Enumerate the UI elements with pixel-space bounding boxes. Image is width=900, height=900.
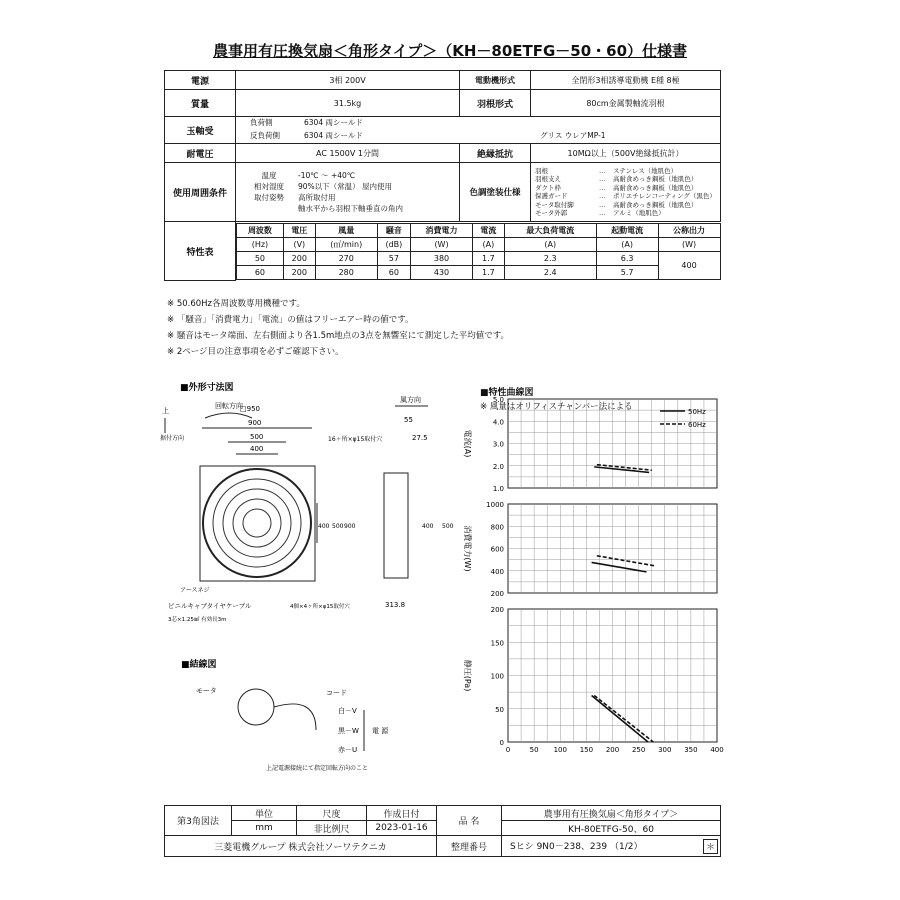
char-value: 280 [315,265,377,279]
color-item [535,192,716,201]
env-cell [236,163,460,222]
y-tick-label: 200 [490,590,504,598]
series-line-50Hz [592,695,648,742]
color-item [535,201,716,210]
char-unit: (W) [411,237,473,251]
guard-outer [203,469,311,577]
outline-drawing [160,378,460,628]
char-header: 電圧 [283,223,315,237]
color-part: ダクト枠 [535,183,561,192]
black-label: 黒－W [338,727,359,735]
x-tick-label: 350 [684,746,698,754]
up-label: 上 [162,407,169,415]
char-value: 6.3 [596,251,658,265]
char-value: 2.4 [504,265,596,279]
side-v400: 400 [422,523,434,530]
y-tick-label: 800 [490,523,504,532]
char-unit: (A) [472,237,504,251]
motor-value: 全閉形3相誘導電動機 E種 8極 [531,71,721,90]
note-2: ※ 「騒音」「消費電力」「電流」の値はフリーエアー時の値です。 [167,315,414,325]
char-value: 57 [377,251,410,265]
color-part: 保護ガード [535,192,568,200]
legend-50-label: 50Hz [688,408,706,416]
x-tick-label: 150 [579,746,594,754]
char-value: 60 [377,265,410,279]
y-tick-label: 100 [490,672,504,681]
char-header: 騒音 [377,223,410,237]
char-row-60 [237,265,721,279]
notes [167,296,509,360]
color-part: 羽根 [535,166,548,175]
bearing-load-value: 6304 両シールド [304,118,363,127]
star-mark: ＊ [703,839,718,854]
char-value: 1.7 [472,265,504,279]
env-mount-value: 高所取付用 [298,193,336,202]
num-label: 整理番号 [437,836,502,857]
proj: 第3角図法 [165,806,232,836]
dim-55: 55 [404,416,413,424]
y-tick-label: 0 [499,739,504,747]
bearing-antiload: 反負荷側 [250,131,280,140]
rot-label: 回転方向 [215,402,243,410]
num-text: Sヒシ 9N0－238、239 （1/2） [510,841,643,852]
name-1: 農事用有圧換気扇＜角形タイプ＞ [502,806,721,821]
char-cell [236,222,721,281]
y-tick-label: 600 [490,545,504,554]
y-tick-label: 200 [490,606,504,614]
y-tick-label: 1000 [486,501,504,509]
char-value: 200 [283,251,315,265]
char-value: 60 [237,265,284,279]
char-value: 380 [411,251,473,265]
wiring-note: 上記電源接続にて指定回転方向のこと [266,765,369,772]
dim-900: 900 [248,419,262,427]
char-header: 最大負荷電流 [504,223,596,237]
power-value: 3相 200V [236,71,460,90]
guard-ring-1 [213,479,301,567]
white-label: 白－V [338,707,357,715]
cable-label: ビニルキャブタイヤケーブル [168,602,252,610]
char-unit: (V) [283,237,315,251]
page-title: 農事用有圧換気扇＜角形タイプ＞（KH－80ETFG－50・60）仕様書 [212,42,688,60]
char-header: 周波数 [237,223,284,237]
char-header: 消費電力 [411,223,473,237]
env-hum-value: 90%以下（常温） 屋内使用 [298,182,393,191]
dim-v500: 500 [332,523,344,530]
color-item [535,167,716,176]
num-value [502,836,721,857]
char-value: 200 [283,265,315,279]
env-temp-value: -10℃ ～ +40℃ [298,171,356,180]
char-unit: (㎥/min) [315,237,377,251]
wind-label: 風方向 [400,396,421,404]
char-unit-row [237,237,721,251]
footer-table [164,805,721,857]
color-item [535,209,716,218]
x-tick-label: 50 [529,746,539,754]
env-hum-label: 相対湿度 [254,182,284,191]
legend-60-label: 60Hz [688,421,706,429]
bearing-cell [236,117,721,144]
x-tick-label: 200 [605,746,620,754]
side-v500: 500 [442,523,454,530]
power-label: 電 源 [372,727,389,735]
color-dots: … [599,200,606,209]
dim-500: 500 [250,433,264,441]
series-line-50Hz [592,562,647,571]
nominal-output: 400 [658,251,720,279]
y-tick-label: 400 [490,567,504,576]
voltage-label: 耐電圧 [165,144,236,163]
insulation-label: 絶縁抵抗 [460,144,531,163]
env-mount-label: 取付姿勢 [254,193,284,202]
char-value: 5.7 [596,265,658,279]
note-1: ※ 50.60Hz各周波数専用機種です。 [167,299,305,309]
bearing-antiload-value: 6304 両シールド [304,131,363,140]
char-header: 電流 [472,223,504,237]
color-dots: … [599,166,606,175]
date-label: 作成日付 [367,806,437,821]
y-tick-label: 150 [490,639,504,648]
y-tick-label: 1.0 [492,485,504,493]
earth-label: アースネジ [180,587,210,594]
color-part: モータ外郭 [535,209,568,217]
color-material: 高耐食めっき鋼板（地肌色） [613,200,698,209]
x-tick-label: 100 [553,746,567,754]
char-value: 50 [237,251,284,265]
name-2: KH-80ETFG-50、60 [502,821,721,836]
motor-label: モータ [196,687,217,695]
guard-ring-3 [233,499,281,547]
dim-400: 400 [250,445,264,453]
side-view [384,473,408,578]
date-value: 2023-01-16 [367,821,437,836]
x-tick-label: 300 [658,746,672,754]
note-3: ※ 騒音はモータ端面、左右側面より各1.5m地点の3点を無響室にて測定した平均値です。 [167,331,510,341]
y-tick-label: 4.0 [492,418,504,427]
color-part: 羽根支え [535,175,561,183]
char-unit: (W) [658,237,720,251]
char-value: 270 [315,251,377,265]
color-item [535,184,716,193]
x-tick-label: 250 [631,746,646,754]
color-material: 高耐食めっき鋼板（地肌色） [613,183,698,192]
x-tick-label: 400 [710,746,724,754]
color-dots: … [599,183,606,192]
char-header: 風量 [315,223,377,237]
char-head-row [237,223,721,237]
char-unit: (A) [596,237,658,251]
y-tick-label: 3.0 [492,440,504,449]
color-material: アルミ（地肌色） [613,209,665,217]
characteristic-curves [455,390,725,765]
company: 三菱電機グループ 株式会社ソーワテクニカ [165,836,437,857]
insulation-value: 10MΩ以上（500V絶縁抵抗計） [531,144,721,163]
outline-section-title: ■外形寸法図 [180,383,234,393]
holes4-label: 4個×4ヶ所×φ15取付穴 [290,604,350,610]
char-unit: (Hz) [237,237,284,251]
y-tick-label: 50 [495,705,504,714]
dim-275: 27.5 [412,434,428,442]
wiring-diagram [176,655,446,780]
y-axis-label: 電流(A) [463,429,472,458]
wire-bundle [274,704,316,730]
voltage-value: AC 1500V 1分間 [236,144,460,163]
blade-label: 羽根形式 [460,90,531,117]
color-material: ポリエチレンコーティング（黒色） [613,192,716,200]
env-temp-label: 温度 [261,171,277,180]
scale-label: 尺度 [297,806,367,821]
char-table [236,223,721,280]
grease: グリス ウレアMP-1 [540,131,606,140]
y-axis-label: 静圧(Pa) [463,659,472,692]
color-list [535,167,716,218]
char-unit: (dB) [377,237,410,251]
curve-note: ※ 風量はオリフィスチャンバー法による [480,402,633,412]
mount-dir-label: 据付方向 [160,435,185,442]
mass-label: 質量 [165,90,236,117]
color-item [535,175,716,184]
cable-spec: 3芯×1.25㎟ 有効長3m [168,617,227,623]
bearing-load: 負荷側 [250,118,273,127]
char-header: 起動電流 [596,223,658,237]
rot-arrow [205,413,252,418]
x-tick-label: 0 [505,746,511,754]
char-unit: (A) [504,237,596,251]
motor-symbol [238,689,274,725]
sq950: □950 [240,405,260,413]
red-label: 赤－U [338,746,358,754]
unit-label: 単位 [232,806,297,821]
guard-ring-4 [243,509,271,537]
scale-value: 非比例尺 [297,821,367,836]
motor-label: 電動機形式 [460,71,531,90]
color-label: 色調塗装仕様 [460,163,531,222]
cord-label: コード [326,689,347,697]
dim-v400: 400 [318,523,330,530]
char-label: 特性表 [165,222,236,281]
color-material: 高耐食めっき鋼板（地肌色） [613,175,698,183]
char-row-50 [237,251,721,265]
bearing-label: 玉軸受 [165,117,236,144]
spec-table [164,70,721,281]
color-part: モータ取付脚 [535,200,574,209]
color-dots: … [599,209,606,217]
blade-value: 80cm金属製軸流羽根 [531,90,721,117]
holes16-label: 16ヶ所×φ15取付穴 [328,436,383,443]
char-value: 1.7 [472,251,504,265]
y-tick-label: 2.0 [492,462,504,471]
color-material: ステンレス（地肌色） [613,166,678,175]
color-cell [531,163,721,222]
env-axis-value: 軸水平から羽根下軸垂直の角内 [298,204,403,213]
char-value: 2.3 [504,251,596,265]
y-tick-label: 5.0 [492,396,504,404]
note-4: ※ 2ページ目の注意事項を必ずご確認下さい。 [167,347,344,357]
unit-value: mm [232,821,297,836]
char-value: 430 [411,265,473,279]
char-header: 公称出力 [658,223,720,237]
name-label: 品 名 [437,806,502,836]
color-dots: … [599,192,606,200]
frame-square [200,466,315,581]
mass-value: 31.5kg [236,90,460,117]
series-line-60Hz [594,695,653,742]
color-dots: … [599,175,606,183]
curve-section-title: ■特性曲線図 [480,388,534,398]
dim-3138: 313.8 [385,601,406,609]
dim-v900: 900 [344,523,356,530]
power-label: 電源 [165,71,236,90]
env-label: 使用周囲条件 [165,163,236,222]
wiring-section-title: ■結線図 [181,660,217,670]
y-axis-label: 消費電力(W) [463,525,472,572]
